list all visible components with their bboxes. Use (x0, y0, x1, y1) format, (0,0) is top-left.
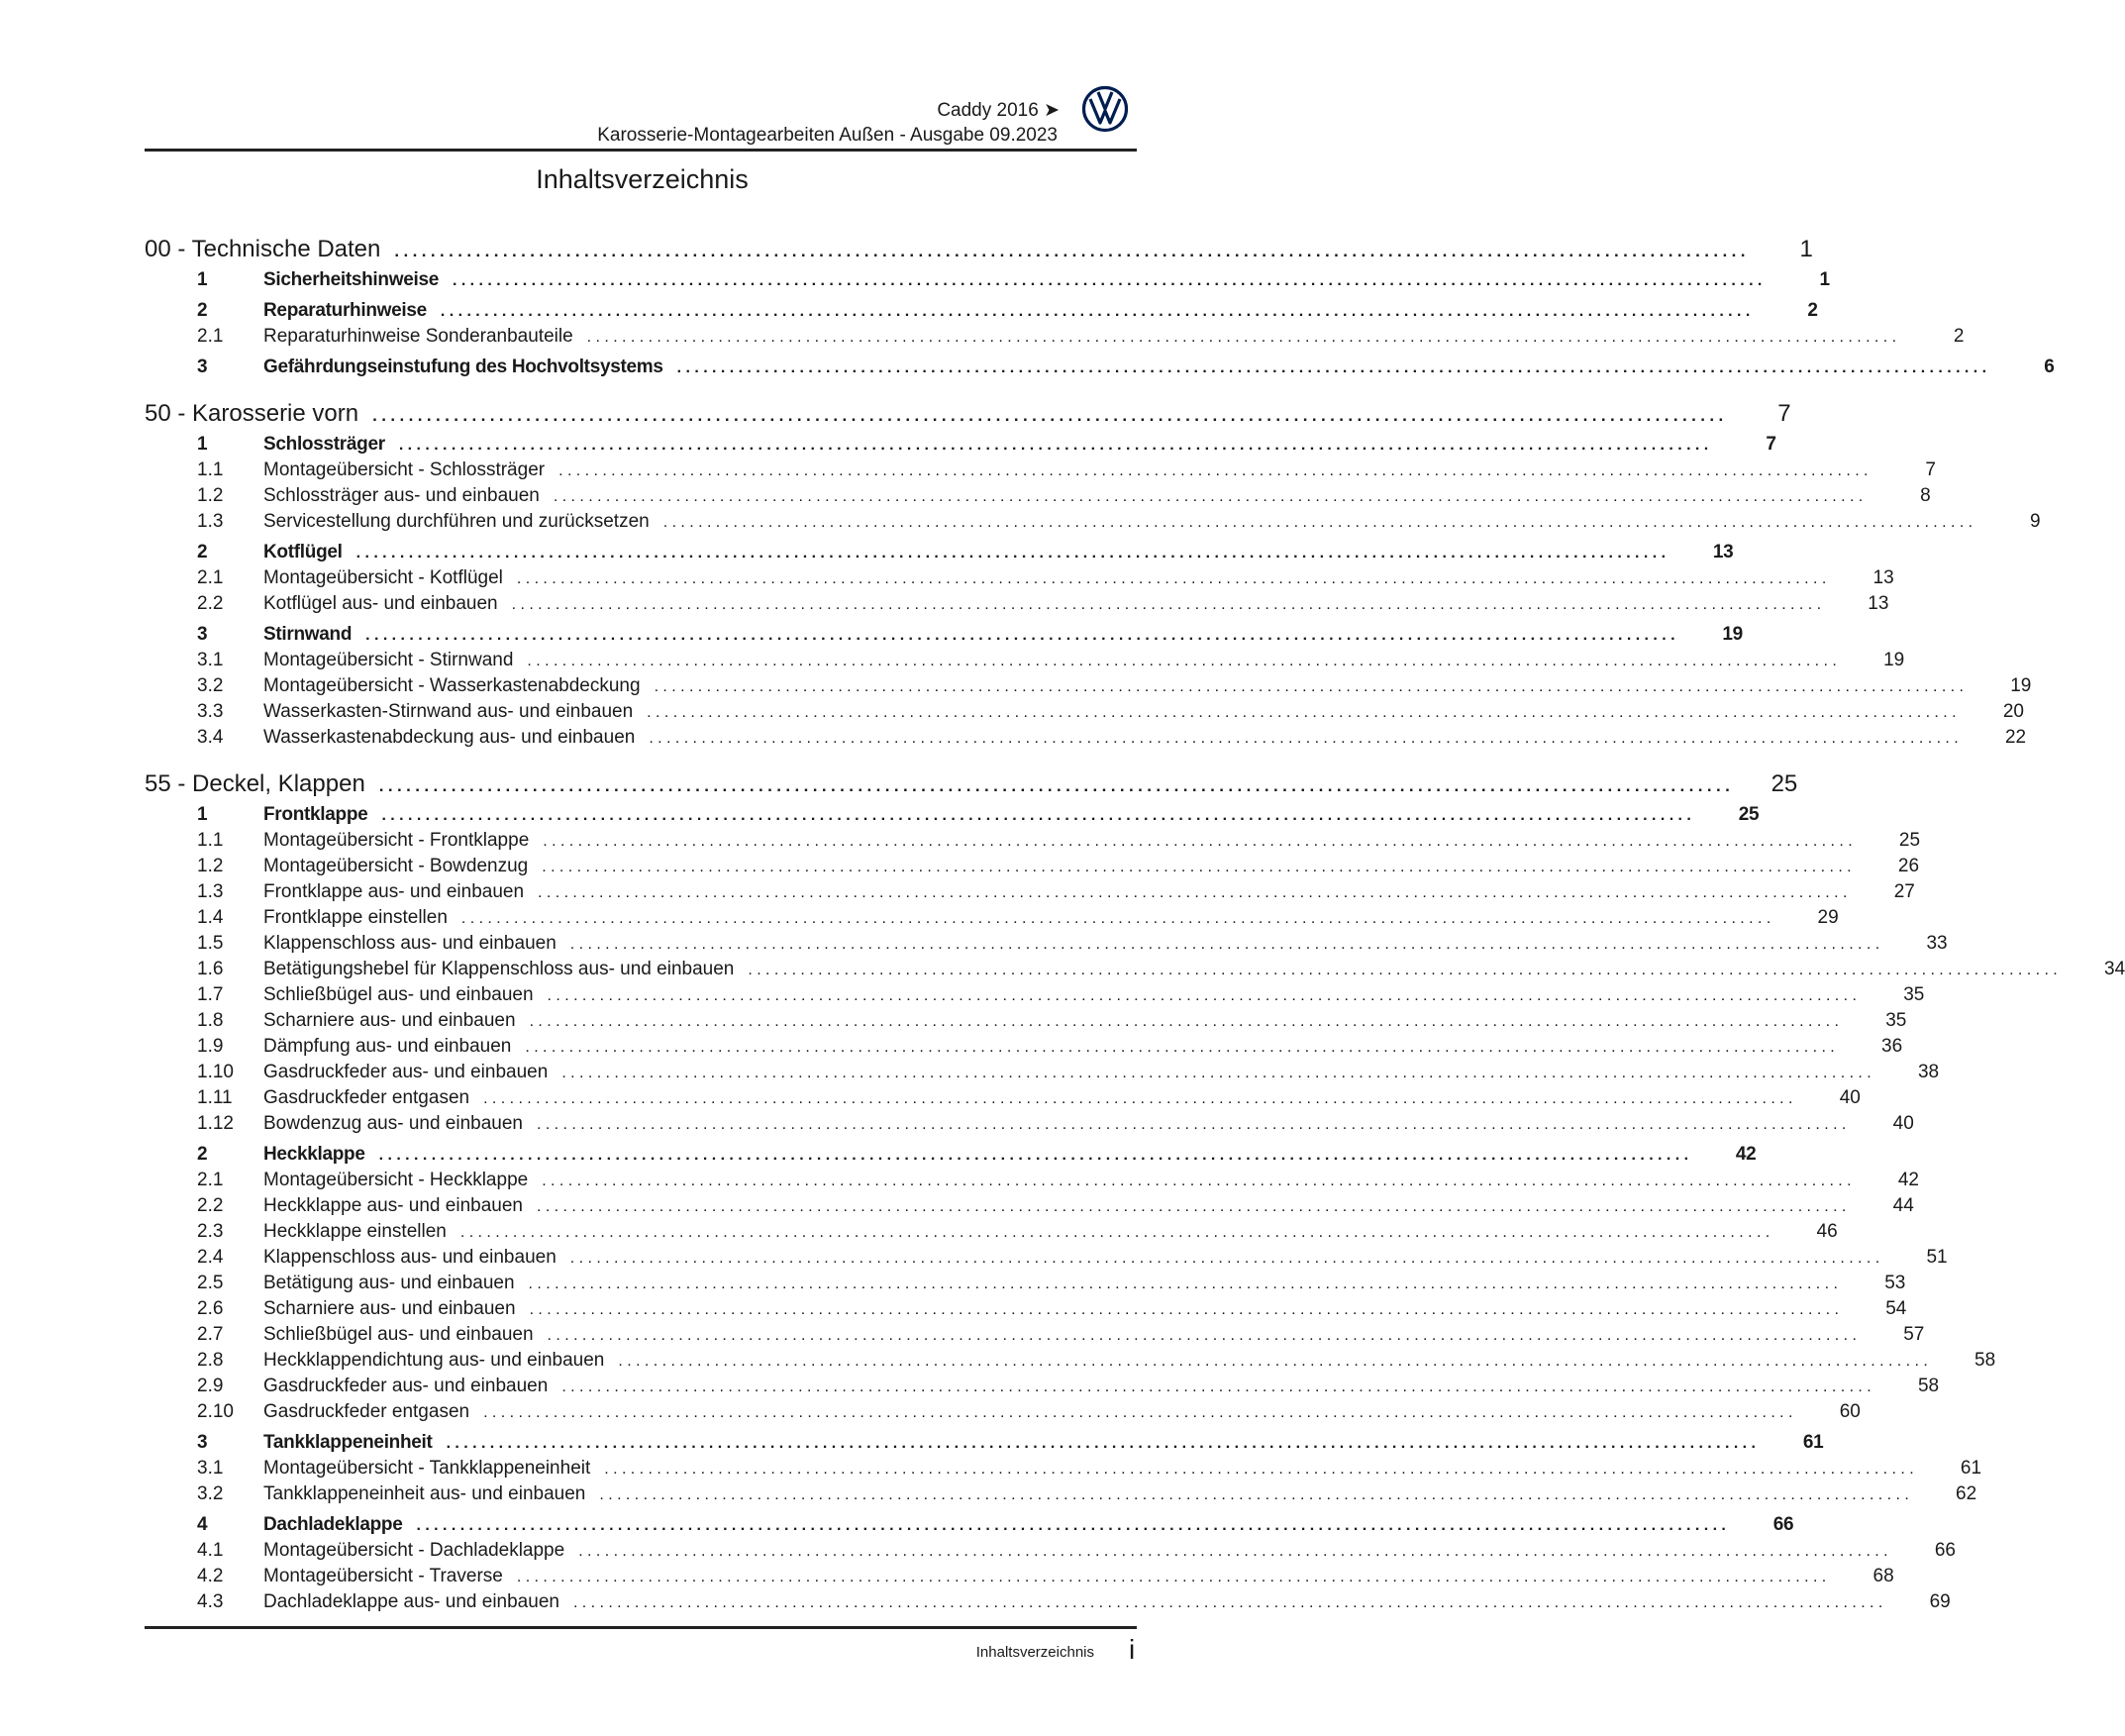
toc-label: Heckklappe (263, 1144, 365, 1165)
toc-label: Montageübersicht - Frontklappe (263, 830, 530, 851)
toc-entry[interactable] (145, 675, 2032, 697)
toc-label: Montageübersicht - Stirnwand (263, 650, 514, 670)
toc-entry[interactable] (145, 1483, 1977, 1505)
toc-label: 55 - Deckel, Klappen (145, 770, 365, 797)
toc-leader-dots: ...................................................................................................................................................... (538, 884, 1852, 901)
toc-number: 2 (197, 300, 208, 321)
toc-label: Montageübersicht - Bowdenzug (263, 856, 529, 876)
toc-label: Schlossträger (263, 434, 385, 455)
toc-label: Heckklappe einstellen (263, 1221, 447, 1242)
toc-page: 35 (1885, 1010, 1907, 1031)
toc-entry[interactable] (145, 701, 2024, 723)
toc-label: Betätigung aus- und einbauen (263, 1273, 515, 1293)
toc-page: 40 (1892, 1113, 1914, 1134)
toc-leader-dots: ...................................................................................................................................................... (553, 488, 1868, 505)
toc-number: 2 (197, 1144, 208, 1165)
toc-number: 2.7 (197, 1324, 224, 1345)
toc-entry[interactable] (145, 1144, 1757, 1166)
toc-page: 25 (1898, 830, 1921, 851)
toc-leader-dots: ...................................................................................................................................................... (529, 1301, 1844, 1318)
toc-number: 2.8 (197, 1350, 224, 1371)
page-title: Inhaltsverzeichnis (536, 164, 749, 194)
toc-page: 33 (1926, 933, 1948, 954)
toc-page: 1 (1819, 269, 1830, 290)
toc-label: Reparaturhinweise (263, 300, 427, 321)
toc-leader-dots: ...................................................................................................................................................... (378, 1147, 1693, 1164)
toc-page: 2 (1807, 300, 1818, 321)
toc-page: 44 (1892, 1195, 1914, 1216)
toc-label: Gasdruckfeder entgasen (263, 1087, 470, 1108)
toc-leader-dots: ...................................................................................................................................................... (586, 329, 1901, 346)
toc-leader-dots: ...................................................................................................................................................... (446, 1435, 1761, 1452)
toc-leader-dots: ...................................................................................................................................................... (381, 807, 1696, 824)
toc-label: Montageübersicht - Wasserkastenabdeckung (263, 675, 641, 696)
toc-label: Dachladeklappe (263, 1514, 403, 1535)
toc-page: 57 (1903, 1324, 1925, 1345)
toc-number: 1.3 (197, 881, 224, 902)
toc-entry[interactable] (145, 1350, 1996, 1372)
toc-page: 51 (1926, 1247, 1948, 1268)
toc-number: 2.2 (197, 1195, 224, 1216)
toc-leader-dots: ...................................................................................................................................................... (542, 1173, 1856, 1189)
toc-label: Kotflügel (263, 542, 343, 562)
toc-leader-dots: ...................................................................................................................................................... (748, 962, 2063, 978)
toc-number: 3 (197, 1432, 208, 1453)
toc-entry[interactable] (145, 650, 1905, 671)
toc-entry[interactable] (145, 804, 1760, 826)
toc-leader-dots: ...................................................................................................................................................... (578, 1543, 1892, 1560)
toc-entry[interactable] (145, 1540, 1956, 1562)
toc-label: Montageübersicht - Kotflügel (263, 567, 503, 588)
toc-number: 4.2 (197, 1566, 224, 1586)
toc-number: 1.12 (197, 1113, 234, 1134)
toc-leader-dots: ...................................................................................................................................................... (452, 272, 1767, 289)
toc-number: 1.2 (197, 485, 224, 506)
toc-number: 4 (197, 1514, 208, 1535)
toc-number: 1.1 (197, 460, 224, 480)
toc-leader-dots: ...................................................................................................................................................... (398, 437, 1713, 454)
toc-number: 1.10 (197, 1062, 234, 1082)
footer-section: Inhaltsverzeichnis (975, 1644, 1094, 1661)
toc-number: 3.1 (197, 1458, 224, 1479)
toc-number: 2.3 (197, 1221, 224, 1242)
toc-number: 3.4 (197, 727, 224, 748)
toc-label: Schlossträger aus- und einbauen (263, 485, 540, 506)
toc-label: Gasdruckfeder aus- und einbauen (263, 1376, 549, 1396)
toc-page: 19 (1722, 624, 1743, 645)
toc-number: 1.8 (197, 1010, 224, 1031)
toc-page: 2 (1953, 326, 1965, 347)
toc-number: 3 (197, 357, 208, 377)
toc-label: Montageübersicht - Dachladeklappe (263, 1540, 565, 1561)
toc-label: Montageübersicht - Schlossträger (263, 460, 546, 480)
toc-entry[interactable] (145, 1062, 1940, 1083)
toc-label: Wasserkasten-Stirnwand aus- und einbauen (263, 701, 634, 722)
toc-entry[interactable] (145, 1514, 1794, 1536)
toc-label: Bowdenzug aus- und einbauen (263, 1113, 523, 1134)
toc-entry[interactable] (145, 1195, 1914, 1217)
toc-page: 20 (2002, 701, 2024, 722)
toc-page: 61 (1802, 1432, 1824, 1453)
toc-entry[interactable] (145, 434, 1776, 456)
toc-number: 1 (197, 804, 208, 825)
toc-number: 1.9 (197, 1036, 224, 1057)
toc-number: 3.3 (197, 701, 224, 722)
toc-label: Dämpfung aus- und einbauen (263, 1036, 512, 1057)
toc-page: 35 (1903, 984, 1925, 1005)
toc-label: Scharniere aus- und einbauen (263, 1298, 516, 1319)
toc-page: 13 (1868, 593, 1889, 614)
toc-entry[interactable] (145, 907, 1839, 929)
toc-label: Kotflügel aus- und einbauen (263, 593, 498, 614)
toc-entry[interactable] (145, 1376, 1940, 1397)
toc-page: 54 (1885, 1298, 1907, 1319)
toc-number: 1.2 (197, 856, 224, 876)
toc-page: 60 (1839, 1401, 1861, 1422)
toc-label: Servicestellung durchführen und zurücksetzen (263, 511, 650, 532)
toc-chapter[interactable] (145, 236, 1813, 263)
toc-leader-dots: ...................................................................................................................................................... (569, 1250, 1884, 1267)
toc-entry[interactable] (145, 1566, 1894, 1587)
toc-label: Frontklappe einstellen (263, 907, 448, 928)
toc-page: 19 (2010, 675, 2032, 696)
toc-page: 53 (1884, 1273, 1906, 1293)
toc-number: 1.1 (197, 830, 224, 851)
toc-page: 46 (1816, 1221, 1838, 1242)
toc-number: 2.6 (197, 1298, 224, 1319)
toc-label: Gefährdungseinstufung des Hochvoltsystems (263, 357, 663, 377)
toc-number: 2.2 (197, 593, 224, 614)
toc-page: 34 (2104, 959, 2125, 979)
toc-number: 1.7 (197, 984, 224, 1005)
toc-chapter[interactable] (145, 400, 1791, 428)
toc-label: Schließbügel aus- und einbauen (263, 984, 534, 1005)
toc-leader-dots: ...................................................................................................................................................... (529, 1013, 1844, 1030)
toc-entry[interactable] (145, 1401, 1861, 1423)
toc-number: 3.1 (197, 650, 224, 670)
toc-page: 7 (1766, 434, 1776, 455)
toc-leader-dots: ...................................................................................................................................................... (536, 1116, 1851, 1133)
toc-page: 42 (1897, 1170, 1919, 1190)
toc-entry[interactable] (145, 1432, 1824, 1454)
vw-logo-icon (1081, 85, 1129, 133)
toc-leader-dots: ...................................................................................................................................................... (547, 1327, 1862, 1344)
toc-entry[interactable] (145, 1324, 1925, 1346)
toc-leader-dots: ...................................................................................................................................................... (460, 910, 1775, 927)
toc-entry[interactable] (145, 326, 1965, 348)
toc-number: 2.10 (197, 1401, 234, 1422)
toc-number: 3 (197, 624, 208, 645)
header-subtitle: Karosserie-Montagearbeiten Außen - Ausgabe 09.2023 (597, 125, 1058, 146)
toc-page: 26 (1897, 856, 1920, 876)
toc-label: Wasserkastenabdeckung aus- und einbauen (263, 727, 636, 748)
toc-page: 22 (2004, 727, 2027, 748)
toc-label: Heckklappe aus- und einbauen (263, 1195, 523, 1216)
toc-page: 13 (1872, 567, 1894, 588)
toc-entry[interactable] (145, 1247, 1948, 1269)
toc-leader-dots: ...................................................................................................................................................... (662, 514, 1977, 531)
toc-page: 40 (1839, 1087, 1861, 1108)
toc-entry[interactable] (145, 1458, 1982, 1480)
toc-number: 1.5 (197, 933, 224, 954)
toc-page: 6 (2044, 357, 2055, 377)
toc-entry[interactable] (145, 830, 1921, 852)
toc-page: 58 (1974, 1350, 1996, 1371)
toc-page: 9 (2029, 511, 2041, 532)
toc-entry[interactable] (145, 881, 1915, 903)
toc-number: 1 (197, 269, 208, 290)
toc-entry[interactable] (145, 1036, 1903, 1058)
toc-number: 4.1 (197, 1540, 224, 1561)
toc-leader-dots: ...................................................................................................................................................... (561, 1379, 1876, 1395)
toc-leader-dots: ...................................................................................................................................................... (536, 1198, 1851, 1215)
header-model: Caddy 2016 ➤ (937, 100, 1060, 121)
toc-number: 2.1 (197, 326, 224, 347)
toc-page: 69 (1929, 1591, 1951, 1612)
toc-number: 2.5 (197, 1273, 224, 1293)
toc-entry[interactable] (145, 959, 2125, 980)
toc-leader-dots: ...................................................................................................................................................... (372, 406, 1728, 425)
toc-label: Montageübersicht - Heckklappe (263, 1170, 529, 1190)
toc-leader-dots: ...................................................................................................................................................... (416, 1517, 1731, 1534)
toc-leader-dots: ...................................................................................................................................................... (647, 704, 1961, 721)
footer-rule (145, 1626, 1137, 1629)
toc-page: 8 (1920, 485, 1931, 506)
toc-label: 50 - Karosserie vorn (145, 400, 359, 427)
toc-entry[interactable] (145, 460, 1936, 481)
toc-label: 00 - Technische Daten (145, 236, 381, 262)
toc-entry[interactable] (145, 1010, 1907, 1032)
toc-label: Klappenschloss aus- und einbauen (263, 933, 557, 954)
toc-page: 38 (1917, 1062, 1940, 1082)
toc-label: Tankklappeneinheit aus- und einbauen (263, 1483, 586, 1504)
toc-leader-dots: ...................................................................................................................................................... (618, 1353, 1933, 1370)
toc-entry[interactable] (145, 485, 1931, 507)
toc-entry[interactable] (145, 1273, 1906, 1294)
toc-leader-dots: ...................................................................................................................................................... (543, 833, 1858, 850)
toc-entry[interactable] (145, 1591, 1951, 1613)
toc-label: Dachladeklappe aus- und einbauen (263, 1591, 559, 1612)
toc-page: 27 (1893, 881, 1915, 902)
toc-label: Sicherheitshinweise (263, 269, 439, 290)
toc-entry[interactable] (145, 269, 1830, 291)
toc-leader-dots: ...................................................................................................................................................... (558, 462, 1872, 479)
toc-leader-dots: ...................................................................................................................................................... (378, 776, 1735, 795)
toc-leader-dots: ...................................................................................................................................................... (654, 678, 1969, 695)
toc-page: 61 (1960, 1458, 1982, 1479)
toc-entry[interactable] (145, 593, 1889, 615)
toc-label: Montageübersicht - Traverse (263, 1566, 503, 1586)
toc-entry[interactable] (145, 1298, 1907, 1320)
toc-label: Gasdruckfeder entgasen (263, 1401, 470, 1422)
toc-page: 13 (1712, 542, 1734, 562)
toc-entry[interactable] (145, 1221, 1838, 1243)
toc-leader-dots: ...................................................................................................................................................... (527, 653, 1842, 669)
toc-page: 42 (1735, 1144, 1757, 1165)
toc-number: 1.3 (197, 511, 224, 532)
toc-leader-dots: ...................................................................................................................................................... (440, 303, 1755, 320)
toc-page: 62 (1956, 1483, 1977, 1504)
toc-page: 29 (1817, 907, 1839, 928)
toc-leader-dots: ...................................................................................................................................................... (483, 1090, 1797, 1107)
toc-leader-dots: ...................................................................................................................................................... (355, 545, 1670, 562)
toc-entry[interactable] (145, 1170, 1919, 1191)
toc-leader-dots: ...................................................................................................................................................... (459, 1224, 1774, 1241)
toc-label: Stirnwand (263, 624, 353, 645)
toc-entry[interactable] (145, 624, 1743, 646)
toc-page: 36 (1881, 1036, 1903, 1057)
toc-leader-dots: ...................................................................................................................................................... (649, 730, 1964, 747)
toc-label: Reparaturhinweise Sonderanbauteile (263, 326, 573, 347)
toc-leader-dots: ...................................................................................................................................................... (525, 1039, 1840, 1056)
toc-leader-dots: ...................................................................................................................................................... (572, 1594, 1887, 1611)
toc-number: 1.4 (197, 907, 224, 928)
toc-entry[interactable] (145, 727, 2027, 749)
toc-leader-dots: ...................................................................................................................................................... (604, 1461, 1919, 1478)
toc-page: 25 (1771, 770, 1798, 797)
toc-chapter[interactable] (145, 770, 1798, 798)
toc-label: Klappenschloss aus- und einbauen (263, 1247, 557, 1268)
toc-number: 2.4 (197, 1247, 224, 1268)
toc-number: 2.1 (197, 567, 224, 588)
toc-label: Tankklappeneinheit (263, 1432, 433, 1453)
toc-page: 66 (1934, 1540, 1956, 1561)
toc-leader-dots: ...................................................................................................................................................... (676, 359, 1991, 376)
toc-leader-dots: ...................................................................................................................................................... (516, 1569, 1831, 1585)
toc-label: Heckklappendichtung aus- und einbauen (263, 1350, 605, 1371)
toc-label: Betätigungshebel für Klappenschloss aus- und einbauen (263, 959, 735, 979)
toc-leader-dots: ...................................................................................................................................................... (516, 570, 1831, 587)
toc-leader-dots: ...................................................................................................................................................... (365, 627, 1679, 644)
toc-number: 1.6 (197, 959, 224, 979)
toc-page: 7 (1777, 400, 1791, 427)
toc-number: 1.11 (197, 1087, 233, 1108)
toc-leader-dots: ...................................................................................................................................................... (547, 987, 1862, 1004)
toc-leader-dots: ...................................................................................................................................................... (569, 936, 1884, 953)
toc-number: 2 (197, 542, 208, 562)
toc-number: 2.1 (197, 1170, 224, 1190)
toc-entry[interactable] (145, 1113, 1914, 1135)
toc-leader-dots: ...................................................................................................................................................... (528, 1276, 1843, 1292)
toc-page: 58 (1917, 1376, 1940, 1396)
footer-page-number: i (1129, 1634, 1136, 1665)
toc-entry[interactable] (145, 933, 1948, 955)
toc-leader-dots: ...................................................................................................................................................... (599, 1486, 1914, 1503)
toc-label: Frontklappe aus- und einbauen (263, 881, 525, 902)
toc-label: Scharniere aus- und einbauen (263, 1010, 516, 1031)
toc-entry[interactable] (145, 984, 1925, 1006)
toc-page: 68 (1872, 1566, 1894, 1586)
toc-entry[interactable] (145, 542, 1734, 563)
toc-leader-dots: ...................................................................................................................................................... (394, 242, 1750, 260)
toc-leader-dots: ...................................................................................................................................................... (542, 859, 1857, 875)
toc-entry[interactable] (145, 511, 2041, 533)
toc-leader-dots: ...................................................................................................................................................... (561, 1065, 1876, 1081)
toc-entry[interactable] (145, 567, 1894, 589)
toc-leader-dots: ...................................................................................................................................................... (483, 1404, 1797, 1421)
toc-number: 1 (197, 434, 208, 455)
toc-page: 25 (1738, 804, 1760, 825)
toc-page: 7 (1925, 460, 1936, 480)
toc-number: 3.2 (197, 675, 224, 696)
toc-label: Schließbügel aus- und einbauen (263, 1324, 534, 1345)
toc-entry[interactable] (145, 1087, 1861, 1109)
toc-leader-dots: ...................................................................................................................................................... (511, 596, 1826, 613)
toc-label: Montageübersicht - Tankklappeneinheit (263, 1458, 591, 1479)
toc-entry[interactable] (145, 300, 1818, 322)
toc-page: 19 (1883, 650, 1905, 670)
toc-page: 1 (1799, 236, 1813, 262)
toc-number: 3.2 (197, 1483, 224, 1504)
toc-number: 4.3 (197, 1591, 224, 1612)
toc-label: Gasdruckfeder aus- und einbauen (263, 1062, 549, 1082)
toc-entry[interactable] (145, 856, 1920, 877)
toc-number: 2.9 (197, 1376, 224, 1396)
toc-page: 66 (1772, 1514, 1794, 1535)
toc-entry[interactable] (145, 357, 2055, 378)
header-rule (145, 149, 1137, 152)
toc-label: Frontklappe (263, 804, 368, 825)
